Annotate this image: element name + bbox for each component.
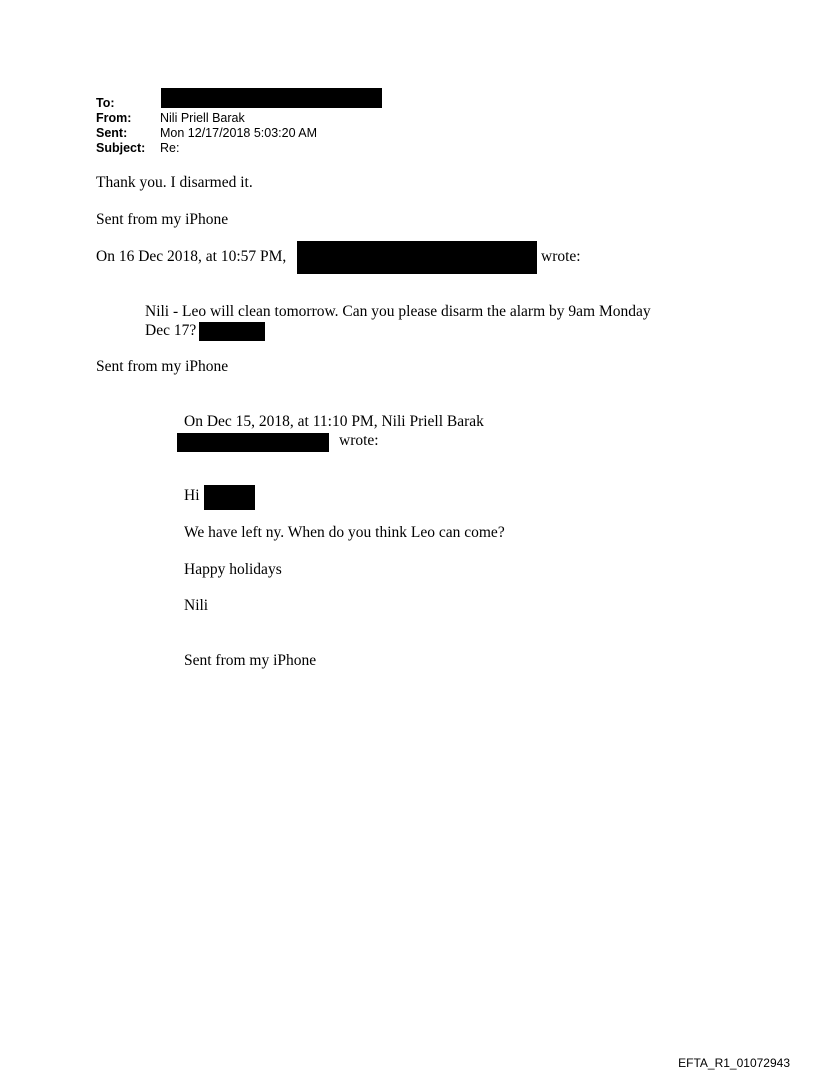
quote2-message: We have left ny. When do you think Leo can come?	[184, 524, 505, 541]
quote2-name: Nili	[184, 597, 209, 614]
quote2-intro-line1: On Dec 15, 2018, at 11:10 PM, Nili Priell Barak	[184, 413, 484, 430]
quote1-sender-redaction	[297, 241, 537, 274]
quote1-signature: Sent from my iPhone	[96, 358, 229, 375]
quote2-closing: Happy holidays	[184, 561, 282, 578]
quote2-email-redaction	[177, 433, 329, 452]
sent-row	[96, 126, 317, 141]
quote1-line2: Dec 17?	[145, 322, 197, 339]
quote1-intro-suffix: wrote:	[541, 248, 581, 265]
to-label: To:	[96, 96, 115, 110]
quote2-intro-line2: wrote:	[339, 432, 379, 449]
reply-signature: Sent from my iPhone	[96, 211, 229, 228]
quote2-greeting: Hi	[184, 487, 200, 504]
document-id: EFTA_R1_01072943	[678, 1056, 790, 1070]
quote1-intro-prefix: On 16 Dec 2018, at 10:57 PM,	[96, 248, 287, 265]
subject-row	[96, 141, 317, 156]
sent-value: Mon 12/17/2018 5:03:20 AM	[160, 126, 318, 140]
quote2-greeting-redaction	[204, 485, 255, 510]
to-recipient-redaction	[161, 88, 382, 108]
quote2-signature: Sent from my iPhone	[184, 652, 317, 669]
quote1-signoff-redaction	[199, 322, 265, 341]
subject-label: Subject:	[96, 141, 146, 155]
sent-label: Sent:	[96, 126, 128, 140]
from-value: Nili Priell Barak	[160, 111, 245, 125]
reply-message: Thank you. I disarmed it.	[96, 174, 253, 191]
from-label: From:	[96, 111, 132, 125]
quote1-line1: Nili - Leo will clean tomorrow. Can you please disarm the alarm by 9am Monday	[145, 303, 651, 320]
from-row	[96, 111, 317, 126]
subject-value: Re:	[160, 141, 180, 155]
